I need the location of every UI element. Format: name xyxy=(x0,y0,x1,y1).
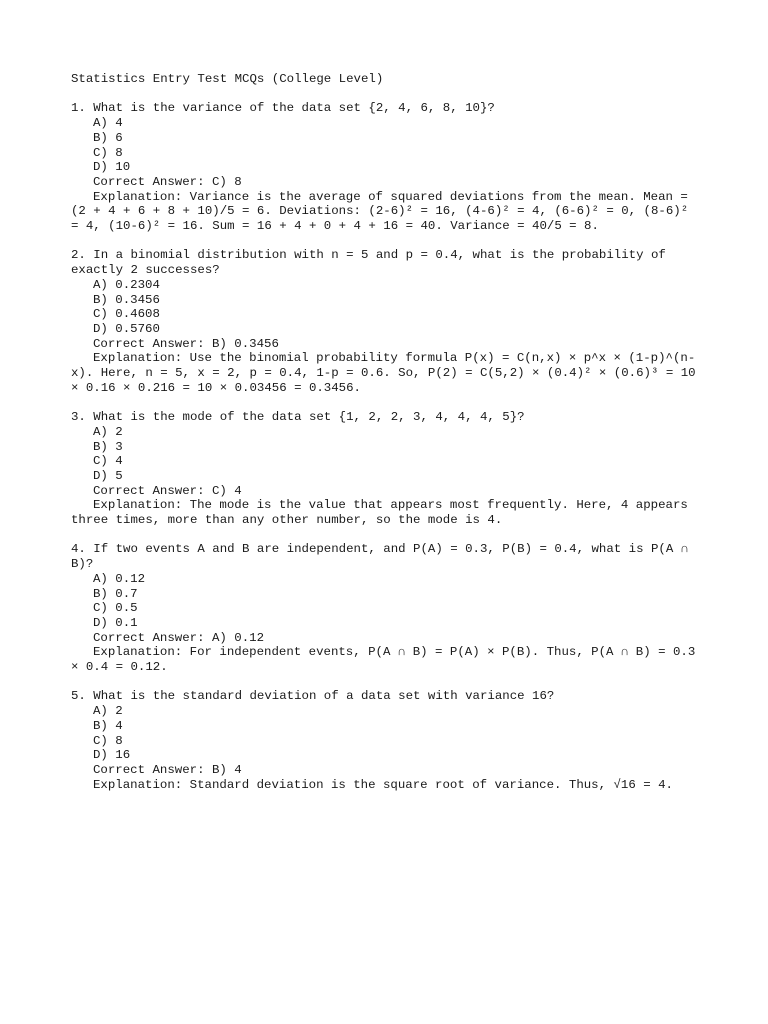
option-c: C) 0.4608 xyxy=(93,307,160,322)
question-4 xyxy=(71,542,701,674)
explanation: Explanation: Standard deviation is the square root of variance. Thus, √16 = 4. xyxy=(93,777,673,792)
option-a: A) 2 xyxy=(93,424,123,439)
correct-answer: Correct Answer: B) 4 xyxy=(93,762,242,777)
option-b: B) 3 xyxy=(93,439,123,454)
question-text: 2. In a binomial distribution with n = 5 and p = 0.4, what is the probability of exactly 2 successes? xyxy=(71,248,666,278)
correct-answer: Correct Answer: C) 4 xyxy=(93,483,242,498)
correct-answer: Correct Answer: B) 0.3456 xyxy=(93,336,279,351)
correct-answer: Correct Answer: C) 8 xyxy=(93,174,242,189)
option-b: B) 6 xyxy=(93,130,123,145)
question-text: 3. What is the mode of the data set {1, 2, 2, 3, 4, 4, 4, 5}? xyxy=(71,410,525,425)
option-d: D) 0.5760 xyxy=(93,321,160,336)
question-2 xyxy=(71,248,701,395)
option-d: D) 16 xyxy=(93,748,131,763)
option-a: A) 2 xyxy=(93,704,123,719)
option-b: B) 4 xyxy=(93,718,123,733)
explanation: Explanation: Variance is the average of squared deviations from the mean. Mean = (2 + 4 + 6 + 8 + 10)/5 = 6. Deviations: (2-6)² = 16, (4-6)² = 4, (6-6)² = 0, (8-6)² = 4, (10-6)² = 16. Sum = 16 + 4 + 0 + 4 + 16 = 40. Variance = 40/5 = 8. xyxy=(71,189,689,234)
document-page xyxy=(71,72,701,807)
question-text: 1. What is the variance of the data set {2, 4, 6, 8, 10}? xyxy=(71,101,495,116)
question-text: 4. If two events A and B are independent, and P(A) = 0.3, P(B) = 0.4, what is P(A ∩ B)? xyxy=(71,542,689,572)
explanation: Explanation: The mode is the value that appears most frequently. Here, 4 appears three times, more than any other number, so the mode is 4. xyxy=(71,498,688,528)
document-title: Statistics Entry Test MCQs (College Level) xyxy=(71,72,384,86)
question-1 xyxy=(71,101,701,233)
option-d: D) 0.1 xyxy=(93,615,138,630)
option-d: D) 10 xyxy=(93,160,131,175)
correct-answer: Correct Answer: A) 0.12 xyxy=(93,630,265,645)
option-c: C) 8 xyxy=(93,733,123,748)
option-a: A) 0.2304 xyxy=(93,277,160,292)
option-a: A) 4 xyxy=(93,116,123,131)
option-c: C) 8 xyxy=(93,145,123,160)
question-text: 5. What is the standard deviation of a data set with variance 16? xyxy=(71,689,555,704)
option-b: B) 0.3456 xyxy=(93,292,160,307)
option-d: D) 5 xyxy=(93,468,123,483)
option-b: B) 0.7 xyxy=(93,586,138,601)
explanation: Explanation: Use the binomial probability formula P(x) = C(n,x) × p^x × (1-p)^(n-x). Here, n = 5, x = 2, p = 0.4, 1-p = 0.6. So, P(2) = C(5,2) × (0.4)² × (0.6)³ = 10 × 0.16 × 0.216 = 10 × 0.03456 = 0.3456. xyxy=(71,351,696,395)
option-c: C) 4 xyxy=(93,454,123,469)
option-a: A) 0.12 xyxy=(93,571,146,586)
question-5 xyxy=(71,689,701,792)
explanation: Explanation: For independent events, P(A ∩ B) = P(A) × P(B). Thus, P(A ∩ B) = 0.3 × 0.4 = 0.12. xyxy=(71,645,696,675)
question-3 xyxy=(71,410,701,528)
option-c: C) 0.5 xyxy=(93,601,138,616)
